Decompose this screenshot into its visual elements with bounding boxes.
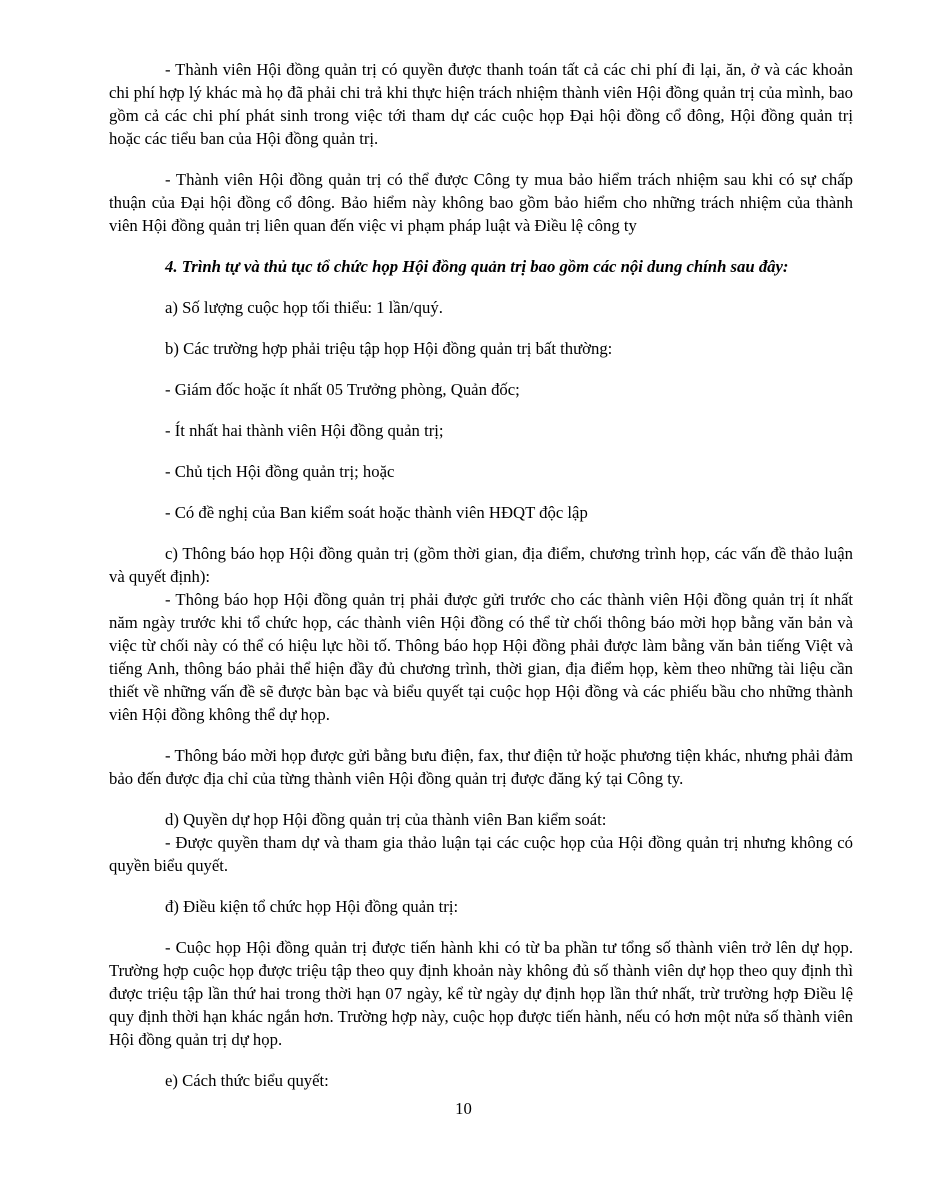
item-c: c) Thông báo họp Hội đồng quản trị (gồm thời gian, địa điểm, chương trình họp, các vấn đề thảo luận và quyết định): xyxy=(109,544,853,586)
item-d-bullet: - Được quyền tham dự và tham gia thảo luận tại các cuộc họp của Hội đồng quản trị nhưng không có quyền biểu quyết. xyxy=(109,833,853,875)
page-number: 10 xyxy=(455,1099,472,1118)
document-body xyxy=(109,58,853,1092)
item-a: a) Số lượng cuộc họp tối thiểu: 1 lần/quý. xyxy=(165,298,443,317)
paragraph-expenses: - Thành viên Hội đồng quản trị có quyền được thanh toán tất cả các chi phí đi lại, ăn, ở và các khoản chi phí hợp lý khác mà họ đã phải chi trả khi thực hiện trách nhiệm thành viên Hội đồng quản trị của mình, bao gồm cả các chi phí phát sinh trong việc tới tham dự các cuộc họp Đại hội đồng cổ đông, Hội đồng quản trị hoặc các tiểu ban của Hội đồng quản trị. xyxy=(109,60,853,148)
item-dd: đ) Điều kiện tổ chức họp Hội đồng quản trị: xyxy=(165,897,459,916)
item-b-bullet-3: - Chủ tịch Hội đồng quản trị; hoặc xyxy=(165,462,395,481)
item-c-notice: - Thông báo họp Hội đồng quản trị phải được gửi trước cho các thành viên Hội đồng quản trị ít nhất năm ngày trước khi tổ chức họp, các thành viên Hội đồng có thể từ chối thông báo mời họp bằng văn bản và việc từ chối này có thể có hiệu lực hồi tố. Thông báo họp Hội đồng phải được làm bằng văn bản tiếng Việt và tiếng Anh, thông báo phải thể hiện đầy đủ chương trình, thời gian, địa điểm họp, kèm theo những tài liệu cần thiết về những vấn đề sẽ được bàn bạc và biểu quyết tại cuộc họp Hội đồng và các phiếu bầu cho những thành viên Hội đồng không thể dự họp. xyxy=(109,590,853,724)
item-d: d) Quyền dự họp Hội đồng quản trị của thành viên Ban kiểm soát: xyxy=(165,810,607,829)
item-e: e) Cách thức biểu quyết: xyxy=(165,1071,329,1090)
item-b-bullet-1: - Giám đốc hoặc ít nhất 05 Trưởng phòng, Quản đốc; xyxy=(165,380,520,399)
paragraph-insurance: - Thành viên Hội đồng quản trị có thể được Công ty mua bảo hiểm trách nhiệm sau khi có sự chấp thuận của Đại hội đồng cổ đông. Bảo hiểm này không bao gồm bảo hiểm cho những trách nhiệm của thành viên Hội đồng quản trị liên quan đến việc vi phạm pháp luật và Điều lệ công ty xyxy=(109,170,853,235)
item-b: b) Các trường hợp phải triệu tập họp Hội đồng quản trị bất thường: xyxy=(165,339,613,358)
item-b-bullet-2: - Ít nhất hai thành viên Hội đồng quản trị; xyxy=(165,421,444,440)
item-dd-quorum: - Cuộc họp Hội đồng quản trị được tiến hành khi có từ ba phần tư tổng số thành viên trở lên dự họp. Trường hợp cuộc họp được triệu tập theo quy định khoản này không đủ số thành viên dự họp theo quy định thì được triệu tập lần thứ hai trong thời hạn 07 ngày, kể từ ngày dự định họp lần thứ nhất, trừ trường hợp Điều lệ quy định thời hạn khác ngắn hơn. Trường hợp này, cuộc họp được tiến hành, nếu có hơn một nửa số thành viên Hội đồng quản trị dự họp. xyxy=(109,938,853,1049)
item-b-bullet-4: - Có đề nghị của Ban kiểm soát hoặc thành viên HĐQT độc lập xyxy=(165,503,588,522)
item-c-delivery: - Thông báo mời họp được gửi bằng bưu điện, fax, thư điện tử hoặc phương tiện khác, nhưng phải đảm bảo đến được địa chỉ của từng thành viên Hội đồng quản trị được đăng ký tại Công ty. xyxy=(109,746,853,788)
section-heading: 4. Trình tự và thủ tục tổ chức họp Hội đồng quản trị bao gồm các nội dung chính sau đây: xyxy=(165,257,789,276)
